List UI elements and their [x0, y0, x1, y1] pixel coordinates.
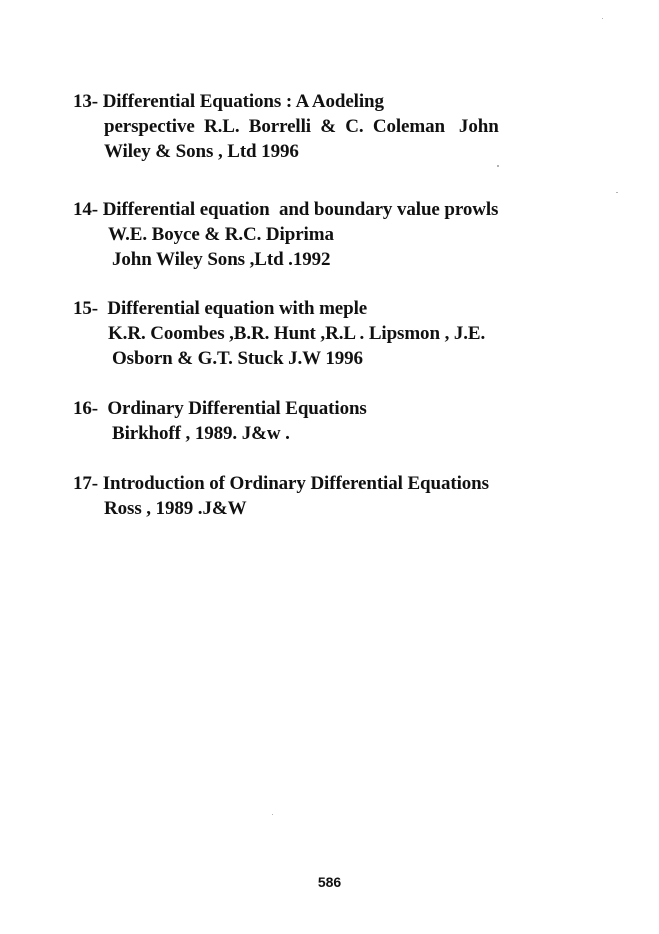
reference-title: Differential equation with meple [102, 298, 368, 319]
scan-speck [616, 192, 618, 193]
reference-title-line [73, 471, 489, 496]
reference-title-line [73, 296, 485, 321]
reference-title: Introduction of Ordinary Differential Equations [102, 473, 489, 494]
scan-speck [272, 814, 273, 815]
reference-17 [73, 471, 489, 521]
reference-number: 17- [73, 473, 99, 494]
reference-line: John Wiley Sons ,Ltd .1992 [112, 249, 331, 270]
reference-number: 13- [73, 91, 99, 112]
reference-title: Differential Equations : A Aodeling [102, 91, 384, 112]
reference-line: W.E. Boyce & R.C. Diprima [108, 224, 334, 245]
reference-number: 14- [73, 199, 99, 220]
scan-speck [497, 165, 499, 167]
reference-number: 15- [73, 298, 99, 319]
reference-14 [73, 197, 498, 272]
reference-15 [73, 296, 485, 371]
scan-speck [602, 18, 603, 19]
page-number: 586 [317, 874, 342, 890]
reference-line: Wiley & Sons , Ltd 1996 [104, 141, 299, 162]
reference-number: 16- [73, 398, 99, 419]
reference-13 [73, 89, 499, 164]
reference-line: K.R. Coombes ,B.R. Hunt ,R.L . Lipsmon , J.E. [108, 323, 486, 344]
reference-line: perspective R.L. Borrelli & C. Coleman John [104, 116, 499, 137]
reference-title-line [73, 89, 499, 114]
reference-title: Differential equation and boundary value prowls [102, 199, 499, 220]
reference-line: Ross , 1989 .J&W [104, 498, 247, 519]
reference-line: Birkhoff , 1989. J&w . [112, 423, 290, 444]
reference-title-line [73, 396, 367, 421]
reference-line: Osborn & G.T. Stuck J.W 1996 [112, 348, 363, 369]
reference-title: Ordinary Differential Equations [102, 398, 367, 419]
reference-16 [73, 396, 367, 446]
reference-title-line [73, 197, 498, 222]
